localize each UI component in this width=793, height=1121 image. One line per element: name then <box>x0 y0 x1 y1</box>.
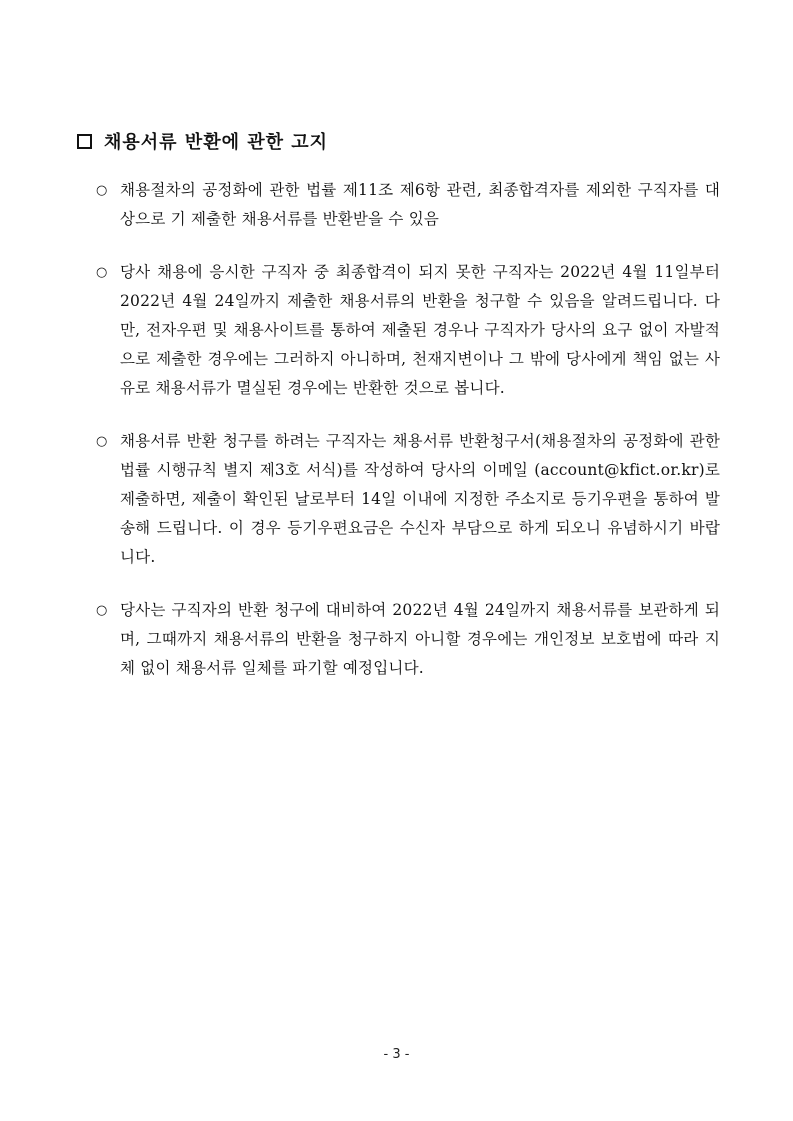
list-item <box>96 596 720 683</box>
list-item-text: 당사 채용에 응시한 구직자 중 최종합격이 되지 못한 구직자는 2022년 4월 11일부터 2022년 4월 24일까지 제출한 채용서류의 반환을 청구할 수 있음을 알려드립니다. 다만, 전자우편 및 채용사이트를 통하여 제출된 경우나 구직자가 당사의 요구 없이 자발적으로 제출한 경우에는 그러하지 아니하며, 천재지변이나 그 밖에 당사에게 책임 없는 사유로 채용서류가 멸실된 경우에는 반환한 것으로 봅니다. <box>120 263 720 397</box>
circle-bullet-icon: ○ <box>96 603 108 618</box>
circle-bullet-icon: ○ <box>96 265 108 280</box>
list-item <box>96 176 720 234</box>
list-item-text: 당사는 구직자의 반환 청구에 대비하여 2022년 4월 24일까지 채용서류를 보관하게 되며, 그때까지 채용서류의 반환을 청구하지 아니할 경우에는 개인정보 보호법에 따라 지체 없이 채용서류 일체를 파기할 예정입니다. <box>120 601 720 677</box>
list-item-text: 채용서류 반환 청구를 하려는 구직자는 채용서류 반환청구서(채용절차의 공정화에 관한 법률 시행규칙 별지 제3호 서식)를 작성하여 당사의 이메일 (account@kfict.or.kr)로 제출하면, 제출이 확인된 날로부터 14일 이내에 지정한 주소지로 등기우편을 통하여 발송해 드립니다. 이 경우 등기우편요금은 수신자 부담으로 하게 되오니 유념하시기 바랍니다. <box>120 432 720 566</box>
circle-bullet-icon: ○ <box>96 434 108 449</box>
list-item <box>96 427 720 572</box>
circle-bullet-icon: ○ <box>96 183 108 198</box>
notice-list <box>96 176 720 707</box>
checkbox-square-icon <box>77 134 92 149</box>
list-item-text: 채용절차의 공정화에 관한 법률 제11조 제6항 관련, 최종합격자를 제외한 구직자를 대상으로 기 제출한 채용서류를 반환받을 수 있음 <box>120 181 720 228</box>
section-title: 채용서류 반환에 관한 고지 <box>104 132 329 153</box>
section-heading <box>77 128 328 154</box>
page-number: - 3 - <box>383 1047 410 1062</box>
list-item <box>96 258 720 403</box>
